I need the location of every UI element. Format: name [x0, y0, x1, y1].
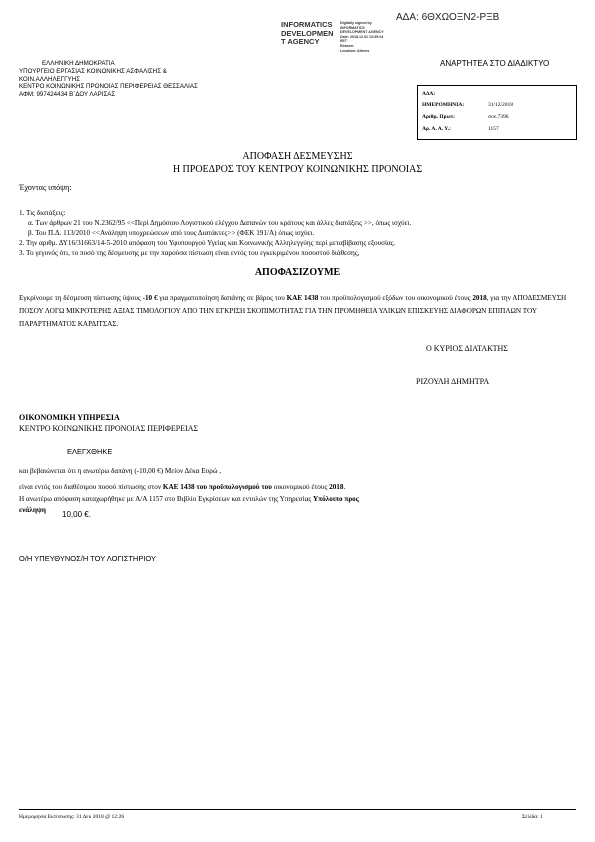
aay-value: 1157 [488, 126, 499, 132]
signature-line: Date: 2018.12.31 13:39:04 [340, 34, 384, 39]
issuer-line: ΥΠΟΥΡΓΕΙΟ ΕΡΓΑΣΙΑΣ ΚΟΙΝΩΝΙΚΗΣ ΑΣΦΑΛΙΣΗΣ & [19, 67, 167, 75]
finance-center: ΚΕΝΤΡΟ ΚΟΙΝΩΝΙΚΗΣ ΠΡΟΝΟΙΑΣ ΠΕΡΙΦΕΡΕΙΑΣ [19, 424, 199, 433]
registered-line [19, 494, 579, 504]
decision-text: του προϋπολογισμού εξόδων του οικονομικού έτους [318, 294, 473, 302]
decision-year: 2018 [472, 294, 487, 302]
protocol-label: Αριθμ. Πρωτ: [422, 114, 455, 120]
title-line: Η ΠΡΟΕΔΡΟΣ ΤΟΥ ΚΕΝΤΡΟΥ ΚΟΙΝΩΝΙΚΗΣ ΠΡΟΝΟΙΑΣ [172, 164, 423, 175]
signature-line: EET [340, 39, 347, 44]
digital-signature-info [340, 21, 384, 53]
issuer-line: ΑΦΜ: 997424434 Β΄ΔΟΥ ΛΑΡΙΣΑΣ [19, 91, 116, 99]
certify-line: και βεβαιώνεται ότι η ανωτέρω δαπάνη (-10,00 €) Μείον Δέκα Ευρώ , [19, 467, 222, 475]
issuer-line: ΚΟΙΝ.ΑΛΛΗΛΕΓΓΥΗΣ [19, 75, 81, 83]
date-label: ΗΜΕΡΟΜΗΝΙΑ: [422, 102, 465, 108]
within-kae: ΚΑΕ 1438 [162, 483, 195, 491]
logo-line: T AGENCY [281, 37, 320, 46]
title-line: ΑΠΟΦΑΣΗ ΔΕΣΜΕΥΣΗΣ [242, 151, 353, 162]
authorizer-title: Ο ΚΥΡΙΟΣ ΔΙΑΤΑΚΤΗΣ [426, 344, 508, 353]
registered-text: Η ανωτέρω απόφαση καταχωρήθηκε με Α/Α 1157 στο Βιβλίο Εγκρίσεων και εντολών της Υπηρεσίας [19, 495, 313, 503]
signature-line: Reason: [340, 43, 355, 48]
within-text: οικονομικού έτους [271, 483, 330, 491]
info-box [417, 85, 577, 140]
ada-header: ΑΔΑ: 6ΘΧΩΟΞΝ2-ΡΞΒ [396, 12, 500, 23]
issuer-line: ΕΛΛΗΝΙΚΗ ΔΗΜΟΚΡΑΤΙΑ [42, 60, 115, 67]
within-text: του προϋπολογισμού του [194, 483, 272, 491]
signature-line: Digitally signed by [340, 21, 372, 25]
publish-note: ΑΝΑΡΤΗΤΕΑ ΣΤΟ ΔΙΑΔΙΚΤΥΟ [440, 59, 550, 68]
logo-text [281, 21, 334, 47]
document-title [0, 150, 595, 176]
authorizer-name: ΡΙΖΟΥΛΗ ΔΗΜΗΤΡΑ [416, 377, 490, 386]
issuer-block [19, 60, 198, 99]
signature-line: Location: Athens [340, 48, 370, 53]
consideration-item: α. Των άρθρων 21 του Ν.2362/95 <<Περί Δημόσιου Λογιστικού ελέγχου Δαπανών του κράτους και άλλες διατάξεις >>, όπως ισχύει. [28, 219, 412, 227]
footer-page: Σελίδα: 1 [522, 814, 543, 820]
footer-divider [19, 809, 576, 810]
decision-text: για πραγματοποίηση δαπάνης σε βάρος του [157, 294, 287, 302]
finance-service: ΟΙΚΟΝΟΜΙΚΗ ΥΠΗΡΕΣΙΑ [19, 413, 120, 422]
footer-print-date: Ημερομηνία Εκτύπωσης: 31 Δεκ 2018 @ 12:26 [19, 814, 125, 820]
consideration-item: 2. Την αριθμ. ΔΥ16/31663/14-5-2010 απόφαση του Υφυπουργού Υγείας και Κοινωνικής Αλληλεγγύης περί μεταβίβασης εξουσίας. [19, 239, 396, 247]
consideration-item: β. Του Π.Δ. 113/2010 <<Ανάληψη υποχρεώσεων από τους Διατάκτες>> (ΦΕΚ 191/Α) όπως ισχύει. [28, 229, 315, 237]
logo-line: DEVELOPMEN [281, 28, 334, 38]
having-regard: Έχοντας υπόψη: [19, 183, 72, 192]
checked-label: ΕΛΕΓΧΘΗΚΕ [67, 447, 113, 456]
accountant-title: Ο/Η ΥΠΕΥΘΥΝΟΣ/Η ΤΟΥ ΛΟΓΙΣΤΗΡΙΟΥ [19, 554, 157, 563]
signature-line: INFORMATICS [340, 25, 365, 30]
aay-label: Αρ. Α. Α. Υ.: [422, 126, 451, 132]
decision-kae: ΚΑΕ 1438 [286, 294, 319, 302]
ada-label: ΑΔΑ: [422, 91, 436, 97]
within-text: . [343, 483, 346, 491]
consideration-item: 3. Το γεγονός ότι, το ποσό της δέσμευσης με την παρούσα πίστωση είναι εντός του εγκεκριμένου ποσοστού διάθεσης, [19, 249, 360, 257]
committed-value: 10,00 €. [62, 510, 91, 519]
consideration-item: 1. Τις διατάξεις: [19, 209, 66, 217]
protocol-value: συν.7396 [488, 114, 509, 120]
within-year: 2018 [329, 483, 344, 491]
decision-amount: -10 € [142, 294, 158, 302]
decision-text: Εγκρίνουμε τη δέσμευση πίστωσης ύψους [19, 294, 143, 302]
decision-paragraph [19, 292, 579, 331]
signature-line: DEVELOPMENT AGENCY [340, 30, 384, 35]
decide-heading: ΑΠΟΦΑΣΙΖΟΥΜΕ [254, 267, 341, 278]
within-text: είναι εντός του διαθέσιμου ποσού πίστωσης στον [19, 483, 163, 491]
decision-text: , για την ΑΠΟΔΕΣΜΕΥΣΗ ΠΟΣΟΥ ΛΟΓΩ ΜΙΚΡΟΤΕΡΗΣ ΑΞΙΑΣ ΤΙΜΟΛΟΓΙΟΥ ΑΠΟ ΤΗΝ ΕΓΚΡΙΣΗ ΣΚΟΠΙΜΟΤΗΤΑΣ ΓΙΑ ΤΗΝ ΠΡΟΜΗΘΕΙΑ ΥΛΙΚΩΝ ΕΠΙΣΚΕΥΗΣ ΔΙΑΦΟΡΩΝ ΕΠΙΠΛΩΝ ΤΟΥ ΠΑΡΑΡΤΗΜΑΤΟΣ ΚΑΡΔΙΤΣΑΣ. [19, 294, 567, 328]
within-budget-line [19, 482, 579, 492]
considerations-list [19, 208, 579, 258]
date-value: 31/12/2018 [488, 102, 514, 108]
registered-bold: Υπόλοιπο προς [312, 495, 359, 503]
logo-line: INFORMATICS [281, 20, 333, 29]
issuer-line: ΚΕΝΤΡΟ ΚΟΙΝΩΝΙΚΗΣ ΠΡΟΝΟΙΑΣ ΠΕΡΙΦΕΡΕΙΑΣ ΘΕΣΣΑΛΙΑΣ [19, 83, 198, 91]
committed-label: ενάληψη [19, 506, 46, 514]
